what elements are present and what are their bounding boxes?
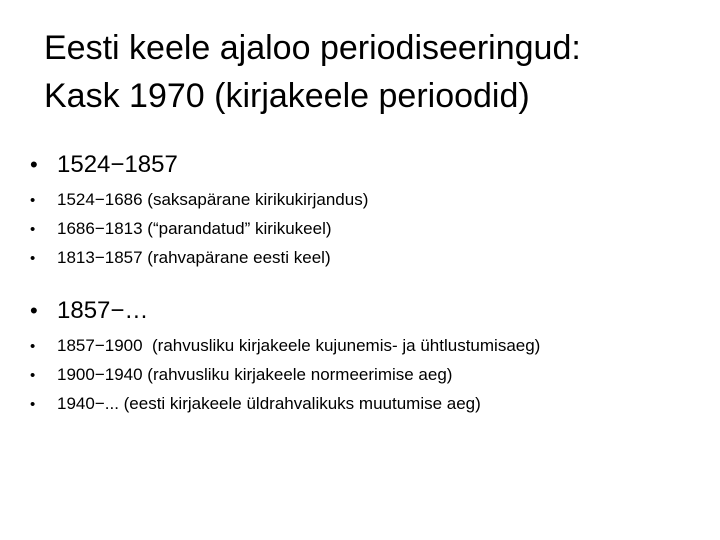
- bullet-icon: •: [30, 250, 36, 267]
- subperiod-text: 1900−1940 (rahvusliku kirjakeele normeerimise aeg): [57, 365, 453, 384]
- subperiod-text: 1857−1900 (rahvusliku kirjakeele kujunemis- ja ühtlustumisaeg): [57, 336, 541, 355]
- subperiod-text: 1524−1686 (saksapärane kirikukirjandus): [57, 190, 369, 209]
- period-heading: [30, 149, 700, 181]
- bullet-icon: •: [30, 221, 36, 238]
- subperiod-item: [30, 215, 700, 244]
- subperiod-text: 1686−1813 (“parandatud” kirikukeel): [57, 219, 332, 238]
- subperiod-item: [30, 244, 700, 273]
- period-heading-text: 1524−1857: [57, 151, 178, 178]
- subperiod-item: [30, 332, 700, 361]
- title-line-1: Eesti keele ajaloo periodiseeringud:: [44, 29, 581, 67]
- bullet-icon: •: [30, 396, 36, 413]
- slide-title: [44, 24, 704, 120]
- bullet-icon: •: [30, 338, 36, 355]
- subperiod-text: 1940−... (eesti kirjakeele üldrahvalikuks muutumise aeg): [57, 394, 481, 413]
- subperiod-text: 1813−1857 (rahvapärane eesti keel): [57, 248, 331, 267]
- bullet-icon: •: [30, 192, 36, 209]
- period-heading-text: 1857−…: [57, 297, 149, 324]
- subperiod-item: [30, 361, 700, 390]
- period-heading: [30, 295, 700, 327]
- period-section-1: [30, 149, 700, 273]
- title-line-2: Kask 1970 (kirjakeele perioodid): [44, 77, 530, 115]
- bullet-icon: •: [30, 367, 36, 384]
- period-section-2: [30, 295, 700, 419]
- bullet-icon: •: [30, 152, 38, 177]
- subperiod-item: [30, 186, 700, 215]
- subperiod-item: [30, 390, 700, 419]
- bullet-icon: •: [30, 298, 38, 323]
